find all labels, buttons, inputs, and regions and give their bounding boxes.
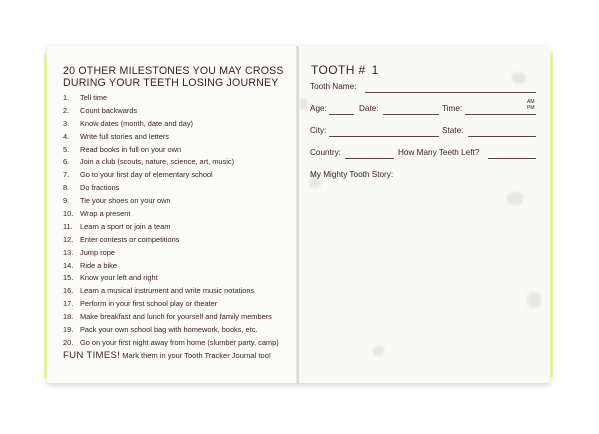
tooth-title [311,63,379,77]
milestone-item [63,156,297,169]
milestone-item [63,324,297,337]
milestone-text: Go on your first night away from home (slumber party, camp) [80,337,279,347]
milestone-number: 12. [63,234,74,244]
country-label: Country: [310,148,341,157]
milestone-item [63,311,297,324]
milestone-number: 8. [63,183,70,193]
milestone-text: Write full stories and letters [80,131,169,141]
tooth-story-label: My Mighty Tooth Story: [310,170,394,179]
milestone-text: Do fractions [80,183,120,193]
time-label: Time: [442,104,463,113]
fun-times-note [63,350,297,361]
milestone-text: Jump rope [80,247,115,257]
tooth-name-field[interactable] [365,92,536,93]
tooth-title-label: TOOTH # [311,63,366,77]
tooth-name-label: Tooth Name: [310,82,357,91]
milestone-text: Read books in full on your own [80,144,182,154]
paper-smudge [507,192,523,205]
milestone-number: 7. [63,170,70,180]
milestone-item [63,144,297,157]
milestone-number: 16. [63,286,74,296]
tooth-number: 1 [371,63,379,77]
milestone-text: Know dates (month, date and day) [80,118,193,128]
milestone-number: 18. [63,312,74,322]
milestone-number: 17. [63,299,74,309]
milestone-item [63,105,297,118]
teeth-left-field[interactable] [488,158,536,159]
date-label: Date: [359,104,379,113]
state-field[interactable] [468,136,536,137]
milestone-text: Wrap a present [80,209,131,219]
milestone-item [63,234,297,247]
milestone-number: 1. [63,93,70,102]
milestone-item [63,92,297,105]
milestone-text: Pack your own school bag with homework, books, etc. [80,325,258,335]
milestone-item [63,247,297,260]
date-field[interactable] [383,114,439,115]
city-field[interactable] [329,136,439,137]
milestone-number: 6. [63,157,70,167]
milestone-number: 11. [63,221,73,231]
milestone-number: 19. [63,325,74,335]
am-label: AM [527,99,535,105]
milestone-number: 15. [63,273,74,283]
paper-smudge [512,72,526,84]
paper-smudge [299,98,308,110]
milestone-text: Ride a bike [80,260,117,270]
country-field[interactable] [345,158,394,159]
milestone-item [63,131,297,144]
milestone-text: Tell time [80,93,108,102]
milestone-number: 10. [63,209,74,219]
fun-times-label: FUN TIMES! [63,350,121,361]
milestone-text: Join a club (scouts, nature, science, art, music) [80,157,235,167]
milestone-item [63,208,297,221]
milestone-number: 3. [63,118,70,128]
milestone-item [63,272,297,285]
milestone-number: 4. [63,131,70,141]
left-page [47,46,297,383]
age-label: Age: [310,104,327,113]
heading-line-1: 20 OTHER MILESTONES YOU MAY CROSS [63,65,284,77]
milestone-text: Make breakfast and lunch for yourself and family members [80,312,272,322]
am-pm-marker [527,100,535,111]
paper-smudge [527,292,541,308]
milestone-text: Perform in your first school play or theater [80,299,218,309]
age-field[interactable] [329,114,354,115]
milestone-text: Learn a sport or join a team [80,221,171,231]
milestone-number: 9. [63,196,70,206]
milestone-text: Tie your shoes on your own [80,196,171,206]
milestone-item [63,195,297,208]
milestone-text: Learn a musical instrument and write music notations [80,286,255,296]
milestone-text: Count backwards [80,105,138,115]
open-journal [47,46,550,383]
milestones-list [63,92,297,350]
milestone-text: Enter contests or competitions [80,234,180,244]
heading-line-2: DURING YOUR TEETH LOSING JOURNEY [63,77,279,89]
milestone-number: 14. [63,260,74,270]
teeth-left-label: How Many Teeth Left? [398,148,480,157]
milestone-item [63,118,297,131]
milestone-item [63,298,297,311]
milestone-text: Go to your first day of elementary school [80,170,213,180]
milestone-number: 5. [63,144,70,154]
milestone-item [63,337,297,350]
city-label: City: [310,126,327,135]
right-page [299,46,550,383]
paper-smudge [373,346,384,356]
time-field[interactable] [465,114,536,115]
fun-times-text: Mark them in your Tooth Tracker Journal too! [122,351,271,360]
milestone-item [63,221,297,234]
milestone-number: 2. [63,105,70,115]
milestone-number: 13. [63,247,74,257]
milestone-item [63,169,297,182]
milestone-text: Know your left and right [80,273,158,283]
milestone-item [63,285,297,298]
milestone-number: 20. [63,337,74,347]
milestone-item [63,182,297,195]
milestones-heading [63,65,293,89]
milestone-item [63,260,297,273]
pm-label: PM [527,104,535,111]
state-label: State: [442,126,464,135]
